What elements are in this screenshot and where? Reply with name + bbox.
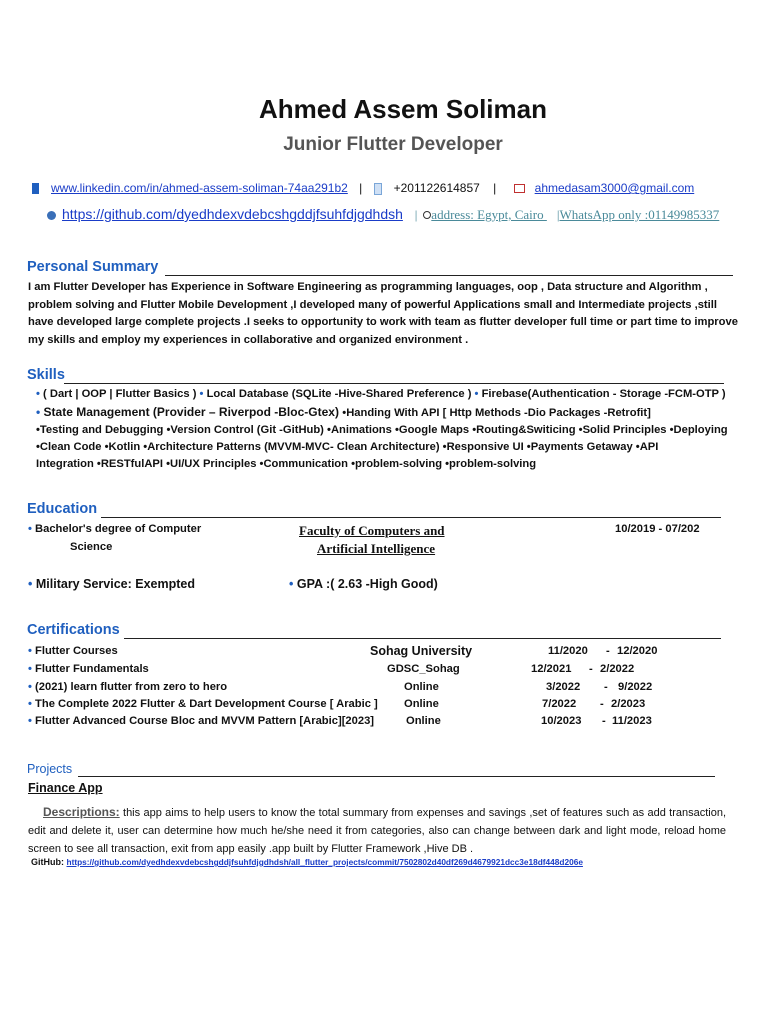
cert-org: Sohag University: [370, 644, 473, 658]
cert-name: The Complete 2022 Flutter & Dart Development Course [ Arabic ]: [35, 698, 378, 710]
certifications-heading: Certifications: [27, 622, 120, 638]
education-divider: [101, 517, 721, 518]
cert-start: 12/2021: [531, 663, 572, 675]
cert-org: Online: [406, 715, 441, 727]
cert-end: 12/2020: [617, 645, 658, 657]
list-item: • (2021) learn flutter from zero to hero: [28, 681, 228, 693]
cert-dash: -: [604, 681, 608, 693]
cert-dash: -: [589, 663, 593, 675]
cert-start: 3/2022: [546, 681, 581, 693]
gpa: • GPA :( 2.63 -High Good): [289, 577, 438, 591]
email-link[interactable]: ahmedasam3000@gmail.com: [534, 181, 695, 195]
linkedin-link[interactable]: www.linkedin.com/in/ahmed-assem-soliman-74aa291b2: [51, 181, 348, 195]
contact-row-1: [32, 181, 694, 195]
skill-item: State Management (Provider – Riverpod -Bloc-Gtex): [43, 405, 339, 419]
cert-org: Online: [404, 681, 439, 693]
phone-number: +201122614857: [393, 181, 480, 195]
linkedin-icon: [32, 183, 39, 194]
projects-divider: [78, 776, 715, 777]
military-text: Military Service: Exempted: [35, 577, 195, 591]
skill-item: •Handing With API [ Http Methods -Dio Packages -Retrofit]: [342, 407, 651, 419]
list-item: • Flutter Fundamentals: [28, 663, 149, 675]
separator: |: [493, 181, 497, 195]
mail-icon: [514, 184, 525, 193]
skills-heading: Skills: [27, 367, 65, 383]
cert-end: 11/2023: [612, 715, 652, 727]
whatsapp-text: WhatsApp only :01149985337: [559, 207, 720, 222]
military-status: • Military Service: Exempted: [28, 577, 195, 591]
faculty-line-1: Faculty of Computers and: [299, 523, 445, 538]
cert-name: Flutter Fundamentals: [35, 663, 149, 675]
summary-text: I am Flutter Developer has Experience in Software Engineering as programming languages, oop , Data structure and Algorithm , problem solving and Flutter Mobile Development ,I developed many of powerful Applications small and Intermediate projects ,still have developed large complete projects .I seeks to opportunity to work with team as flutter developer full time or part time to improve my skills and employ my experiences in collaborative and organized environment .: [28, 281, 738, 346]
summary-heading: Personal Summary: [27, 259, 159, 275]
skills-divider: [64, 383, 724, 384]
address-text: address: Egypt, Cairo: [431, 207, 547, 222]
degree-text: Bachelor's degree of Computer: [35, 523, 202, 535]
cert-dash: -: [606, 645, 610, 657]
cert-org: GDSC_Sohag: [387, 663, 460, 675]
skills-line-5: Integration •RESTfulAPI •UI/UX Principles •Communication •problem-solving •problem-solving: [36, 458, 537, 470]
job-title: Junior Flutter Developer: [283, 134, 503, 155]
list-item: • Flutter Advanced Course Bloc and MVVM Pattern [Arabic][2023]: [28, 715, 375, 727]
cert-name: (2021) learn flutter from zero to hero: [35, 681, 228, 693]
summary-divider: [165, 275, 733, 276]
cert-end: 2/2023: [611, 698, 646, 710]
gpa-text: GPA :( 2.63 -High Good): [296, 577, 438, 591]
cert-start: 11/2020: [548, 645, 588, 657]
github-label: GitHub:: [31, 857, 64, 867]
cert-start: 7/2022: [542, 698, 577, 710]
education-dates: 10/2019 - 07/202: [615, 523, 700, 535]
skill-item: Local Database (SQLite -Hive-Shared Preference ): [206, 388, 475, 400]
skills-line-2: • State Management (Provider – Riverpod -Bloc-Gtex) •Handing With API [ Http Methods -Dio Packages -Retrofit]: [36, 405, 651, 419]
skills-line-4: •Clean Code •Kotlin •Architecture Patterns (MVVM-MVC- Clean Architecture) •Responsive UI •Payments Getaway •API: [36, 441, 659, 453]
skill-item: ( Dart | OOP | Flutter Basics ): [43, 388, 200, 400]
separator: |: [556, 207, 560, 222]
skill-item: Firebase(Authentication - Storage -FCM-OTP ): [481, 388, 726, 400]
cert-end: 2/2022: [600, 663, 635, 675]
project-description: [28, 803, 726, 858]
faculty-line-2: Artificial Intelligence: [317, 541, 436, 556]
cert-end: 9/2022: [618, 681, 653, 693]
separator: |: [359, 181, 363, 195]
contact-row-2: [47, 206, 719, 223]
cert-dash: -: [600, 698, 604, 710]
project-github: [31, 857, 583, 867]
cert-start: 10/2023: [541, 715, 582, 727]
github-icon: [47, 211, 56, 220]
projects-heading: Projects: [27, 762, 73, 776]
phone-icon: [374, 183, 382, 195]
cert-dash: -: [602, 715, 606, 727]
list-item: • Flutter Courses: [28, 645, 118, 657]
degree-line-2: Science: [70, 541, 113, 553]
skills-line-1: • ( Dart | OOP | Flutter Basics ) • Local Database (SQLite -Hive-Shared Preference ) • Firebase(Authentication - Storage -FCM-OTP ): [36, 388, 726, 400]
description-text: this app aims to help users to know the total summary from expenses and savings ,set of features such as add transaction, edit and delete it, user can determine how much he/she need it from categories, also can change between dark and light mode, reload home screen to see all transaction, exit from app easily .app built by Flutter Framework ,Hive DB .: [28, 807, 726, 855]
separator: |: [414, 207, 418, 222]
candidate-name: Ahmed Assem Soliman: [258, 94, 547, 124]
github-link[interactable]: https://github.com/dyedhdexvdebcshgddjfsuhfdjgdhdsh: [62, 206, 403, 222]
project-name: Finance App: [28, 781, 103, 795]
list-item: • The Complete 2022 Flutter & Dart Development Course [ Arabic ]: [28, 698, 378, 710]
education-heading: Education: [27, 501, 98, 517]
certifications-divider: [124, 638, 721, 639]
cert-name: Flutter Advanced Course Bloc and MVVM Pattern [Arabic][2023]: [35, 715, 375, 727]
cert-org: Online: [404, 698, 439, 710]
skills-line-3: •Testing and Debugging •Version Control (Git -GitHub) •Animations •Google Maps •Routing&Switicing •Solid Principles •Deploying: [36, 424, 728, 436]
description-label: Descriptions:: [43, 805, 120, 819]
cert-name: Flutter Courses: [35, 645, 118, 657]
project-github-link[interactable]: https://github.com/dyedhdexvdebcshgddjfsuhfdjgdhdsh/all_flutter_projects/commit/7502802d40df269d4679921dcc3e18df448d206e: [66, 857, 583, 867]
degree-line-1: • Bachelor's degree of Computer: [28, 523, 202, 535]
